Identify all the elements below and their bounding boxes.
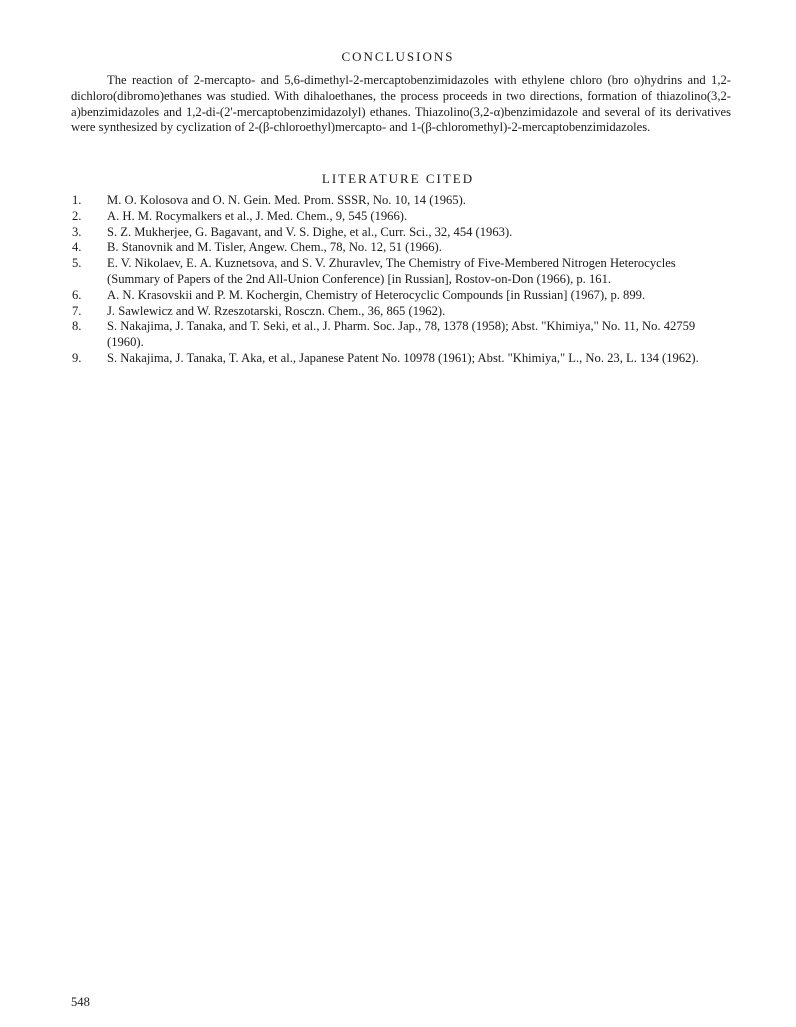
reference-number: 5. — [72, 256, 82, 271]
reference-number: 9. — [72, 350, 82, 365]
reference-number: 6. — [72, 287, 82, 302]
reference-item — [72, 288, 727, 304]
reference-number: 4. — [72, 240, 82, 255]
conclusions-paragraph: The reaction of 2-mercapto- and 5,6-dimethyl-2-mercaptobenzimidazoles with ethylene chloro (bro o)hydrins and 1,2-dichloro(dibromo)ethanes was studied. With dihaloethanes, the process proceeds in two directions, formation of thiazolino(3,2-a)benzimidazoles and 1,2-di-(2'-mercaptobenzimidazolyl) ethanes. Thiazolino(3,2-α)benzimidazole and several of its derivatives were synthesized by cyclization of 2-(β-chloroethyl)mercapto- and 1-(β-chloromethyl)-2-mercaptobenzimidazoles. — [71, 73, 731, 135]
reference-text: E. V. Nikolaev, E. A. Kuznetsova, and S. V. Zhuravlev, The Chemistry of Five-Membered Nitrogen Heterocycles (Summary of Papers of the 2nd All-Union Conference) [in Russian], Rostov-on-Don (1966), p. 161. — [107, 256, 676, 286]
literature-cited-heading: LITERATURE CITED — [321, 171, 475, 186]
reference-text: A. H. M. Rocymalkers et al., J. Med. Chem., 9, 545 (1966). — [107, 208, 408, 223]
reference-text: M. O. Kolosova and O. N. Gein. Med. Prom. SSSR, No. 10, 14 (1965). — [107, 193, 466, 207]
reference-item — [72, 225, 727, 241]
reference-item — [72, 304, 727, 320]
reference-text: A. N. Krasovskii and P. M. Kochergin, Chemistry of Heterocyclic Compounds [in Russian] (1967), p. 899. — [107, 287, 646, 302]
reference-number: 2. — [72, 208, 82, 223]
reference-text: S. Nakajima, J. Tanaka, and T. Seki, et al., J. Pharm. Soc. Jap., 78, 1378 (1958); Abst. "Khimiya," No. 11, No. 42759 (1960). — [107, 319, 696, 350]
conclusions-heading: CONCLUSIONS — [341, 49, 455, 64]
reference-item — [72, 240, 727, 256]
reference-item — [72, 256, 727, 288]
reference-item — [72, 209, 727, 225]
reference-text: B. Stanovnik and M. Tisler, Angew. Chem., 78, No. 12, 51 (1966). — [107, 240, 442, 255]
reference-text: S. Z. Mukherjee, G. Bagavant, and V. S. Dighe, et al., Curr. Sci., 32, 454 (1963). — [107, 224, 513, 239]
reference-number: 7. — [72, 303, 82, 318]
reference-item — [72, 193, 727, 209]
reference-text: S. Nakajima, J. Tanaka, T. Aka, et al., Japanese Patent No. 10978 (1961); Abst. "Khimiya," L., No. 23, L. 134 (1962). — [107, 350, 699, 365]
reference-number: 8. — [72, 319, 82, 334]
page-number: 548 — [71, 995, 90, 1009]
reference-number: 1. — [72, 193, 82, 207]
reference-number: 3. — [72, 224, 82, 239]
reference-item — [72, 351, 727, 367]
reference-text: J. Sawlewicz and W. Rzeszotarski, Rosczn. Chem., 36, 865 (1962). — [107, 303, 446, 318]
reference-list — [72, 193, 727, 367]
reference-item — [72, 319, 727, 351]
